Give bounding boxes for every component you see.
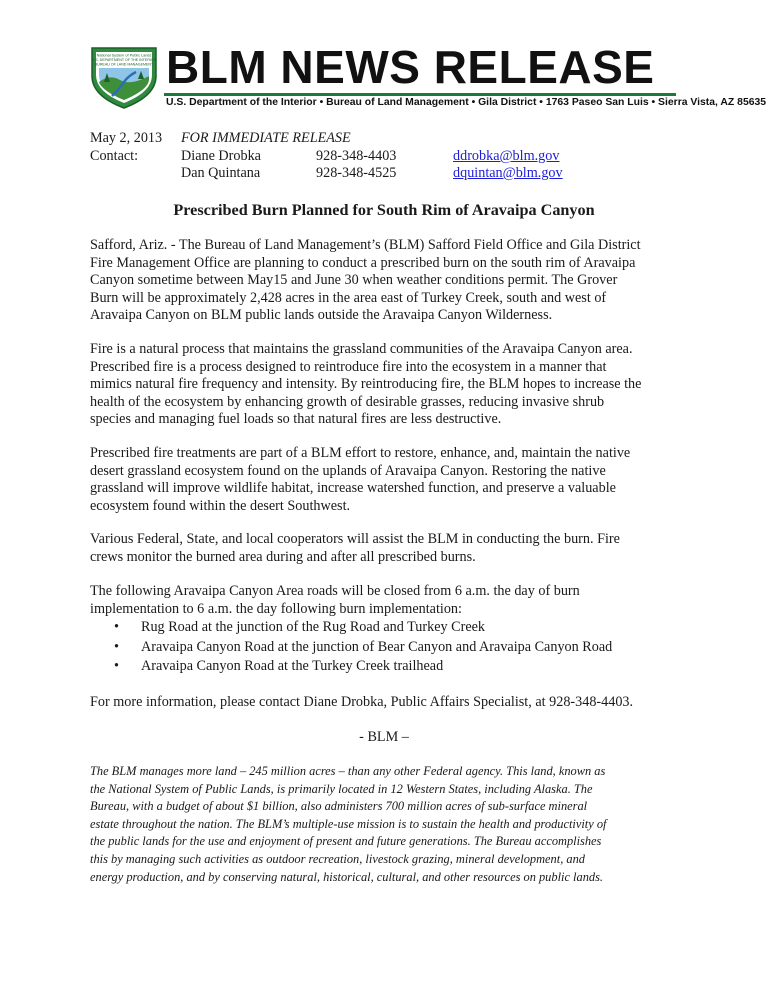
body-paragraph <box>90 237 690 325</box>
end-mark: - BLM – <box>359 729 409 745</box>
boilerplate-line: estate throughout the nation. The BLM’s multiple-use mission is to sustain the health and productivity of <box>90 816 607 831</box>
road-closure-list <box>90 618 612 677</box>
paragraph-line: Burn will be approximately 2,428 acres in the area east of Turkey Creek, south and west of <box>90 289 607 306</box>
paragraph-line: Various Federal, State, and local cooperators will assist the BLM in conducting the burn. Fire <box>90 531 620 547</box>
contact-phone: 928-348-4525 <box>316 165 397 181</box>
body-paragraph <box>90 341 690 429</box>
paragraph-line: Fire Management Office are planning to conduct a prescribed burn on the south rim of Aravaipa <box>90 254 636 271</box>
paragraph-line: ecosystem found within the desert Southwest. <box>90 497 351 514</box>
paragraph-line: The following Aravaipa Canyon Area roads will be closed from 6 a.m. the day of burn <box>90 583 580 599</box>
boilerplate-line: energy production, and by conserving natural, historical, cultural, and other resources on public lands. <box>90 869 604 884</box>
boilerplate-line: this by managing such activities as outdoor recreation, livestock grazing, mineral development, and <box>90 851 585 866</box>
paragraph-line: Canyon sometime between May15 and June 30 when weather conditions permit. The Grover <box>90 272 618 288</box>
body-paragraph <box>90 583 690 618</box>
paragraph-line: species and managing fuel loads so that natural fires are less destructive. <box>90 411 502 427</box>
paragraph-line: Aravaipa Canyon on BLM public lands outside the Aravaipa Canyon Wilderness. <box>90 307 553 323</box>
bullet-icon: • <box>114 658 119 674</box>
paragraph-line: Fire is a natural process that maintains the grassland communities of the Aravaipa Canyon area. <box>90 341 633 357</box>
agency-boilerplate <box>90 763 606 886</box>
bullet-icon: • <box>114 638 119 655</box>
paragraph-line: Prescribed fire is a process designed to reintroduce fire into the ecosystem in a manner that <box>90 358 607 375</box>
contact-email-link[interactable]: ddrobka@blm.gov <box>453 148 560 164</box>
logo-text-line-2: U.S. DEPARTMENT OF THE INTERIOR <box>91 58 157 62</box>
contact-name: Diane Drobka <box>181 148 261 164</box>
paragraph-line: grassland will improve wildlife habitat, increase watershed function, and preserve a valuable <box>90 480 616 496</box>
list-item <box>90 618 612 638</box>
list-item <box>90 657 612 677</box>
list-item-text: Aravaipa Canyon Road at the junction of Bear Canyon and Aravaipa Canyon Road <box>141 638 613 655</box>
boilerplate-line: The BLM manages more land – 245 million acres – than any other Federal agency. This land, known as <box>90 764 606 778</box>
list-item-text: Aravaipa Canyon Road at the Turkey Creek trailhead <box>141 658 444 674</box>
bullet-icon: • <box>114 619 119 635</box>
contact-email-link[interactable]: dquintan@blm.gov <box>453 165 563 181</box>
more-info: For more information, please contact Diane Drobka, Public Affairs Specialist, at 928-348-4403. <box>90 694 634 710</box>
contact-label: Contact: <box>90 148 139 164</box>
contact-phone: 928-348-4403 <box>316 148 397 164</box>
office-address: U.S. Department of the Interior • Bureau of Land Management • Gila District • 1763 Paseo San Luis • Sierra Vista, AZ 85635 <box>166 97 767 108</box>
release-date: May 2, 2013 <box>90 130 163 146</box>
contact-name: Dan Quintana <box>181 165 261 181</box>
blm-logo <box>90 46 158 110</box>
paragraph-line: Prescribed fire treatments are part of a BLM effort to restore, enhance, and, maintain the native <box>90 445 631 461</box>
list-item-text: Rug Road at the junction of the Rug Road and Turkey Creek <box>141 619 486 635</box>
paragraph-line: mimics natural fire frequency and intensity. By reintroducing fire, the BLM hopes to increase the <box>90 376 642 392</box>
header-rule <box>164 93 676 96</box>
paragraph-line: health of the ecosystem by enhancing growth of desirable grasses, reducing invasive shrub <box>90 393 605 410</box>
headline: Prescribed Burn Planned for South Rim of Aravaipa Canyon <box>173 201 595 219</box>
release-title: BLM NEWS RELEASE <box>166 41 655 93</box>
body-paragraph <box>90 445 690 515</box>
paragraph-line: implementation to 6 a.m. the day following burn implementation: <box>90 600 462 617</box>
list-item <box>90 638 612 658</box>
paragraph-line: Safford, Ariz. - The Bureau of Land Management’s (BLM) Safford Field Office and Gila District <box>90 237 641 253</box>
boilerplate-line: the public lands for the use and enjoyment of present and future generations. The Bureau accomplishes <box>90 834 602 849</box>
paragraph-line: desert grassland ecosystem found on the uplands of Aravaipa Canyon. Restoring the native <box>90 462 606 479</box>
logo-text-line-3: BUREAU OF LAND MANAGEMENT <box>94 62 154 67</box>
boilerplate-line: Bureau, with a budget of about $1 billion, also administers 700 million acres of sub-surface mineral <box>90 799 588 814</box>
release-status: FOR IMMEDIATE RELEASE <box>181 130 351 146</box>
logo-text-line-1: National System of Public Lands <box>96 53 152 58</box>
paragraph-line: crews monitor the burned area during and after all prescribed burns. <box>90 548 476 565</box>
body-paragraph <box>90 531 690 566</box>
boilerplate-line: the National System of Public Lands, is primarily located in 12 Western States, including Alaska. The <box>90 781 593 796</box>
